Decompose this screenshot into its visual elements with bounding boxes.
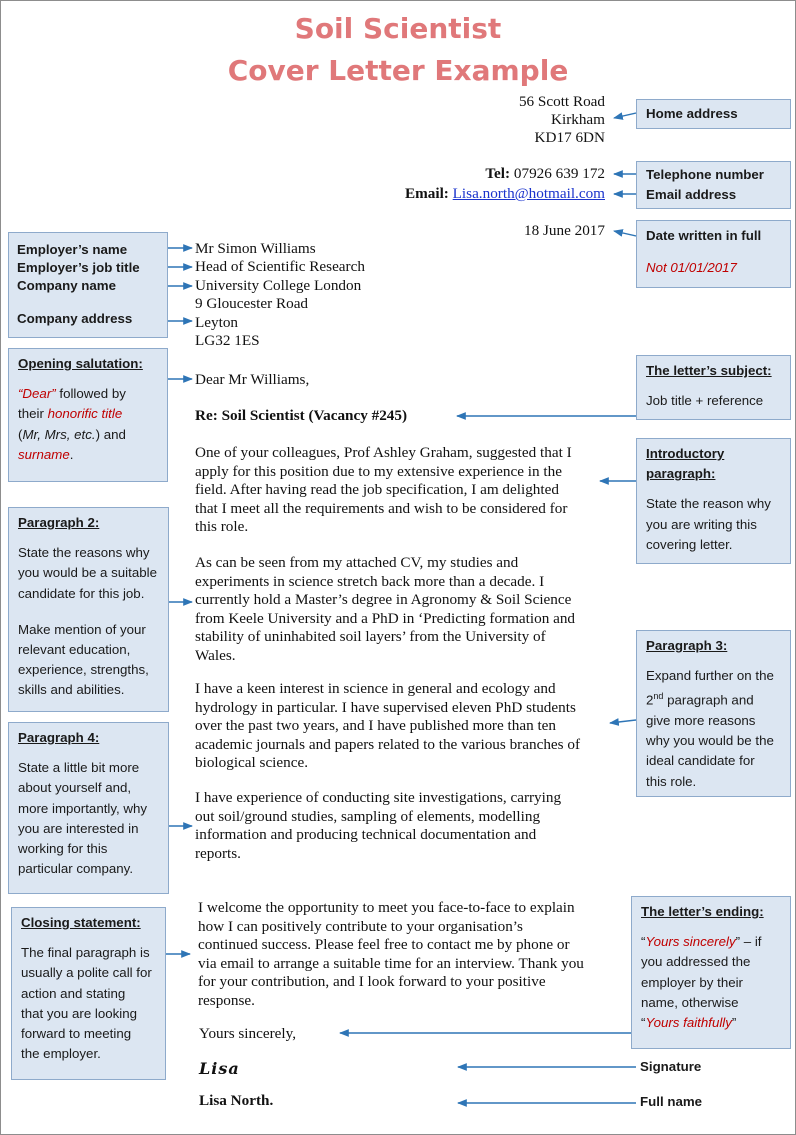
annotation-employer-name: Employer’s name [17,242,128,257]
subject-line: Re: Soil Scientist (Vacancy #245) [195,407,408,424]
annotation-line: more importantly, why [18,800,148,816]
annotation-line: you are interested in [18,820,139,836]
sender-full-name: Lisa North. [199,1092,274,1109]
annotation-date-note: Not 01/01/2017 [646,260,737,276]
annotation-line: name, otherwise [641,994,739,1010]
annotation-line: employer by their [641,974,743,990]
annotation-line: skills and abilities. [18,682,125,698]
annotation-text: honorific title [47,406,123,422]
annotation-line: State the reasons why [18,545,150,561]
paragraph-line: over the past two years, and I have published more than ten [195,717,557,734]
paragraph-line: experiments in science stretch back more than a decade. I [195,572,545,590]
annotation-line: that you are looking [21,1005,138,1021]
annotation-full-name: Full name [640,1094,703,1109]
salutation: Dear Mr Williams, [195,371,310,388]
annotation-opening-title: Opening salutation: [18,356,143,371]
page-title-line2: Cover Letter Example [227,54,569,87]
paragraph-line: academic journals and papers related to the various branches of [195,735,581,753]
annotation-ending-title: The letter’s ending: [641,904,764,919]
annotation-subject-title: The letter’s subject: [646,363,772,378]
annotation-line: “Yours faithfully” [641,1015,737,1031]
paragraph-line: that I meet all the requirements and wish to be considered for [195,499,568,517]
paragraph-line: how I can positively contribute to your organisation’s [198,917,523,935]
annotation-date-title: Date written in full [646,228,762,243]
sender-address-line2: Kirkham [551,111,605,128]
paragraph-line: from Keele University and a PhD in ‘Predicting formation and [195,609,576,627]
annotation-line: Make mention of your [18,621,146,637]
arrow-date [614,231,636,236]
recipient-name: Mr Simon Williams [195,240,316,257]
paragraph-line: this role. [195,518,249,535]
annotation-line: Expand further on the [646,668,774,684]
sender-address-line1: 56 Scott Road [518,93,605,110]
annotation-text: followed by [55,386,126,402]
paragraph-line: reports. [195,844,241,862]
recipient-address-line3: LG32 1ES [195,332,260,349]
annotation-text: ” – if [735,934,762,950]
paragraph-line: I have experience of conducting site investigations, carrying [195,789,562,806]
annotation-text: paragraph and [663,692,754,708]
paragraph-line: One of your colleagues, Prof Ashley Graham, suggested that I [195,444,572,461]
paragraph-line: out soil/ground studies, sampling of elements, modelling [195,807,541,825]
annotation-text: Mr, Mrs, etc. [22,426,96,442]
annotation-para2-title: Paragraph 2: [18,515,100,530]
annotation-text: Yours sincerely [645,934,736,950]
annotation-text: ) and [95,426,126,442]
annotation-para3-title: Paragraph 3: [646,638,728,653]
annotation-company-address: Company address [17,311,133,326]
paragraph-line: I welcome the opportunity to meet you face-to-face to explain [198,899,575,916]
annotation-text: Yours faithfully [645,1015,732,1031]
tel-number: 07926 639 172 [513,165,605,182]
annotation-line: you would be a suitable [18,565,157,581]
paragraph-line: hydrology in particular. I have supervised eleven PhD students [195,698,576,716]
annotation-line: why you would be the [646,733,774,749]
annotation-line: particular company. [18,861,134,877]
sender-address-line3: KD17 6DN [534,129,605,146]
recipient-address-line1: 9 Gloucester Road [195,295,309,312]
letter-date: 18 June 2017 [524,222,605,239]
annotation-line: usually a polite call for [21,965,152,981]
annotation-text: Home address [646,106,738,121]
email-label: Email: [404,185,449,202]
annotation-email: Email address [646,187,737,203]
annotation-para4-title: Paragraph 4: [18,730,100,745]
signature-image: Lisa [199,1059,240,1078]
annotation-signature: Signature [640,1059,702,1074]
annotation-line: The final paragraph is [21,945,150,961]
paragraph-line: apply for this position due to my extensive experience in the [195,462,562,480]
annotation-intro-title: paragraph: [646,466,716,482]
annotation-line: this role. [646,773,697,789]
annotation-intro-title: Introductory [646,446,725,461]
paragraph-line: via email to arrange a suitable time for an interview. Thank you [198,954,584,972]
annotation-text: “ [641,934,646,950]
paragraph-line: field. After having read the job specification, I am delighted [195,481,559,498]
arrow-home-address [614,113,636,118]
paragraph-line: stability of uninhabited soil layers’ from the University of [195,628,546,645]
annotation-company-name: Company name [17,278,117,293]
paragraph-line: response. [198,991,255,1009]
annotation-line: covering letter. [646,536,733,552]
annotation-line: candidate for this job. [18,585,145,601]
annotation-text: “Dear” [18,386,56,402]
tel-label: Tel: [485,165,511,182]
email-link[interactable]: Lisa.north@hotmail.com [452,185,605,202]
paragraph-line: biological science. [195,754,309,771]
annotation-line: ideal candidate for [646,753,755,769]
annotation-line: forward to meeting [21,1026,132,1042]
arrow-paragraph-3 [610,720,636,723]
annotation-line: State a little bit more [18,760,140,776]
annotation-line: you addressed the [641,954,751,970]
paragraph-line: Wales. [195,646,236,664]
annotation-line: relevant education, [18,642,131,658]
recipient-address-line2: Leyton [195,314,239,331]
annotation-text: their [18,406,48,422]
paragraph-line: continued success. Please feel free to contact me by phone or [198,936,570,953]
annotation-sup: nd [653,691,664,702]
annotation-text: . [69,446,74,462]
annotation-line: you are writing this [646,516,757,532]
paragraph-line: information and producing technical documentation and [195,826,537,843]
annotation-line: action and stating [21,985,126,1001]
annotation-line: about yourself and, [18,780,132,796]
annotation-text: 2 [646,692,654,708]
page-title-line1: Soil Scientist [294,12,502,45]
paragraph-line: for your contribution, and I look forward to your positive [198,973,546,990]
annotation-employer-job-title: Employer’s job title [17,260,140,275]
annotation-line: working for this [18,841,108,857]
annotation-line: the employer. [21,1046,101,1062]
annotation-text: ( [18,426,23,442]
paragraph-line: As can be seen from my attached CV, my studies and [195,554,519,571]
annotation-closing-title: Closing statement: [21,915,141,930]
recipient-company: University College London [195,277,362,294]
annotation-text: surname [18,446,70,462]
recipient-job-title: Head of Scientific Research [195,258,365,275]
annotation-subject-body: Job title + reference [646,393,764,409]
annotation-line: State the reason why [646,496,771,512]
annotation-line: give more reasons [646,713,756,729]
paragraph-line: I have a keen interest in science in general and ecology and [195,680,556,697]
complimentary-close: Yours sincerely, [199,1025,297,1042]
annotation-telephone: Telephone number [646,167,764,182]
annotation-line: experience, strengths, [18,662,149,678]
paragraph-line: currently hold a Master’s degree in Agronomy & Soil Science [195,591,572,608]
